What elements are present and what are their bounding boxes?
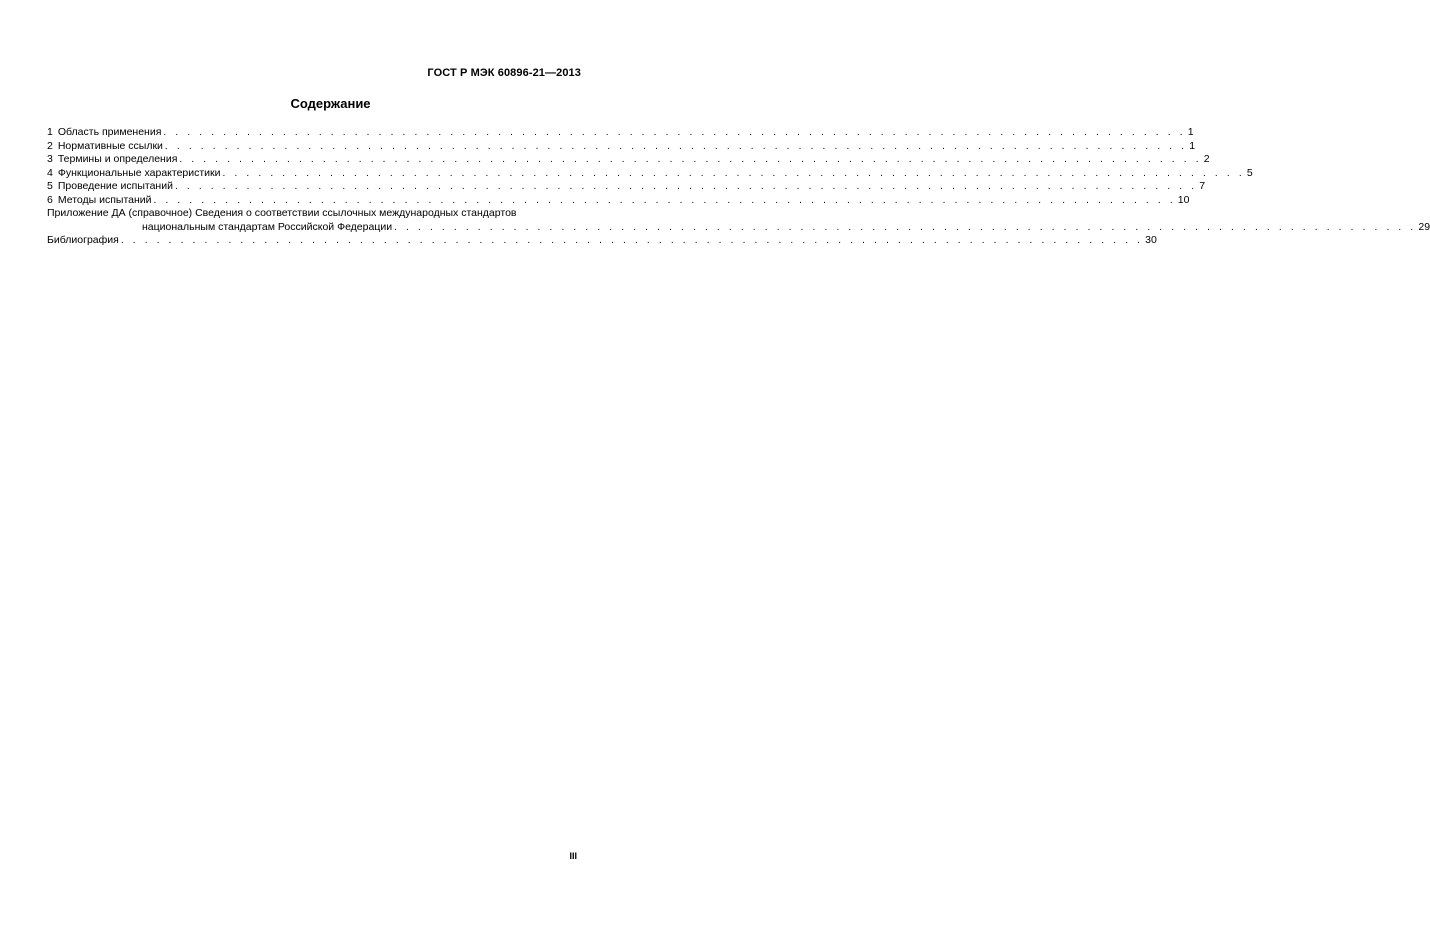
- toc-entry-3[interactable]: [47, 153, 1210, 167]
- toc-appendix-page: 29: [1418, 220, 1430, 233]
- toc-entry-label: Область применения: [57, 126, 162, 138]
- toc-leader-dots: . . . . . . . . . . . . . . . . . . . . . . . . . . . . . . . . . . . . . . . . . . . . . . . . . . . . . . . . . . . . . . . . . . . . . . . . . . . . . . . . . . . . . .: [174, 181, 1198, 192]
- document-standard-code: ГОСТ Р МЭК 60896-21—2013: [427, 67, 581, 79]
- toc-appendix-label-continued: национальным стандартам Российской Федерации: [142, 220, 393, 233]
- toc-leader-dots: . . . . . . . . . . . . . . . . . . . . . . . . . . . . . . . . . . . . . . . . . . . . . . . . . . . . . . . . . . . . . . . . . . . . . . . . . . . . . . . . . . . . . .: [394, 221, 1417, 233]
- toc-entry-page: 1: [1189, 139, 1196, 152]
- toc-entry-number: 2: [47, 139, 53, 152]
- toc-entry-label: Термины и определения: [57, 153, 178, 165]
- toc-appendix-label: Приложение ДА (справочное) Сведения о соответствии ссылочных международных стандартов: [47, 207, 517, 219]
- toc-entry-number: 6: [47, 193, 53, 206]
- toc-entry-4[interactable]: [47, 166, 1253, 181]
- toc-appendix-line1[interactable]: [47, 207, 582, 221]
- toc-entry-number: 3: [47, 153, 53, 165]
- toc-entry-5[interactable]: [47, 180, 1206, 194]
- toc-entry-number: 4: [47, 166, 53, 179]
- toc-entry-6[interactable]: [47, 193, 1190, 208]
- toc-entry-label: Функциональные характеристики: [57, 166, 221, 179]
- toc-leader-dots: . . . . . . . . . . . . . . . . . . . . . . . . . . . . . . . . . . . . . . . . . . . . . . . . . . . . . . . . . . . . . . . . . . . . . . . . . . . . . . . . . . . . . .: [163, 127, 1186, 138]
- toc-leader-dots: . . . . . . . . . . . . . . . . . . . . . . . . . . . . . . . . . . . . . . . . . . . . . . . . . . . . . . . . . . . . . . . . . . . . . . . . . . . . . . . . . . . . . .: [164, 140, 1188, 152]
- toc-appendix-line2[interactable]: [47, 220, 1430, 235]
- toc-entry-page: 1: [1187, 126, 1194, 138]
- toc-entry-page: 7: [1199, 180, 1206, 192]
- toc-entry-page: 5: [1246, 166, 1253, 179]
- page-number: III: [569, 851, 577, 861]
- toc-entry-1[interactable]: [47, 126, 1194, 140]
- toc-entry-page: 10: [1177, 193, 1190, 206]
- toc-entry-label: Нормативные ссылки: [57, 139, 163, 152]
- toc-entry-label: Проведение испытаний: [57, 180, 173, 192]
- toc-leader-dots: . . . . . . . . . . . . . . . . . . . . . . . . . . . . . . . . . . . . . . . . . . . . . . . . . . . . . . . . . . . . . . . . . . . . . . . . . . . . . . . . . . . . . .: [153, 194, 1176, 206]
- toc-entry-2[interactable]: [47, 139, 1196, 154]
- toc-entry-number: 5: [47, 180, 53, 192]
- table-of-contents: [47, 126, 1430, 248]
- toc-bibliography[interactable]: [47, 234, 1157, 248]
- toc-entry-page: 2: [1203, 153, 1210, 165]
- toc-leader-dots: . . . . . . . . . . . . . . . . . . . . . . . . . . . . . . . . . . . . . . . . . . . . . . . . . . . . . . . . . . . . . . . . . . . . . . . . . . . . . . . . . . . . . .: [179, 154, 1202, 165]
- toc-leader-dots: . . . . . . . . . . . . . . . . . . . . . . . . . . . . . . . . . . . . . . . . . . . . . . . . . . . . . . . . . . . . . . . . . . . . . . . . . . . . . . . . . . . . . .: [120, 235, 1144, 246]
- toc-bibliography-label: Библиография: [47, 234, 119, 246]
- toc-leader-dots: . . . . . . . . . . . . . . . . . . . . . . . . . . . . . . . . . . . . . . . . . . . . . . . . . . . . . . . . . . . . . . . . . . . . . . . . . . . . . . . . . . . . . .: [222, 167, 1245, 179]
- toc-entry-label: Методы испытаний: [57, 193, 152, 206]
- toc-entry-number: 1: [47, 126, 53, 138]
- page-title: Содержание: [290, 96, 371, 111]
- toc-bibliography-page: 30: [1145, 234, 1157, 246]
